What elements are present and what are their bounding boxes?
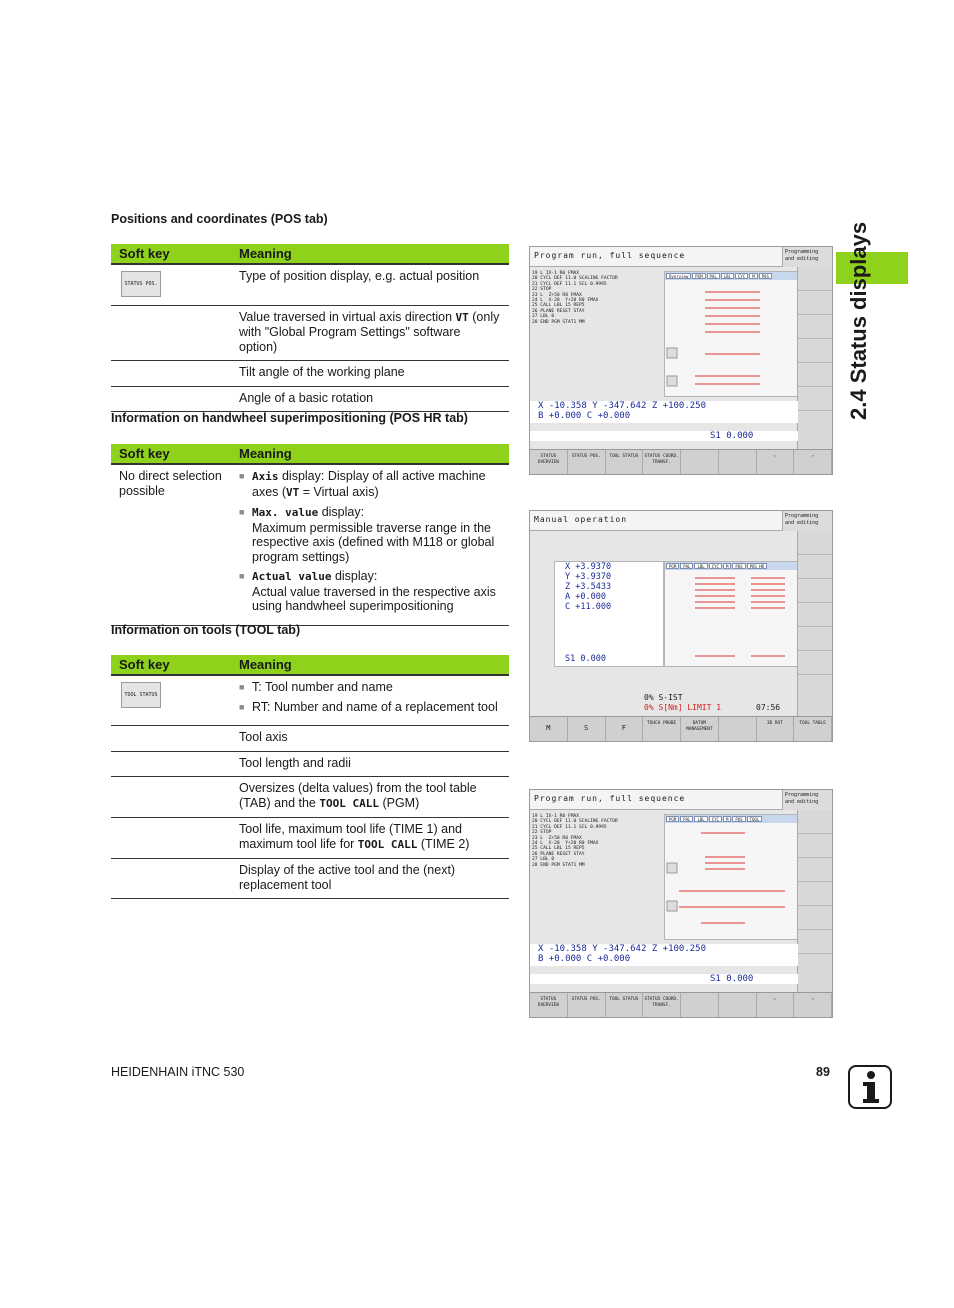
datum-management-softkey[interactable]: DATUM MANAGEMENT <box>681 717 719 741</box>
vertical-softkeys <box>797 810 832 993</box>
tab-pal[interactable]: PAL <box>680 816 693 822</box>
m-softkey[interactable]: M <box>530 717 568 741</box>
tab-pos[interactable]: POS <box>759 273 772 279</box>
softkey-f-minus[interactable] <box>798 387 832 411</box>
page-down-softkey[interactable]: ⇒ <box>794 993 832 1017</box>
position-display: X -10.358 Y -347.642 Z +100.250 B +0.000 C +0.000 <box>530 944 798 966</box>
status-overview-softkey[interactable]: STATUS OVERVIEW <box>530 450 568 474</box>
tab-lbl[interactable]: LBL <box>721 273 734 279</box>
softkey-row <box>530 992 832 1017</box>
tab-cyc[interactable]: CYC <box>735 273 748 279</box>
softkey-s[interactable] <box>798 834 832 858</box>
status-tabs <box>665 562 797 570</box>
tab-cyc[interactable]: CYC <box>709 816 722 822</box>
softkey-cell <box>111 264 231 305</box>
screen-title: Program run, full sequence <box>530 790 782 810</box>
page-down-softkey[interactable]: ⇒ <box>794 450 832 474</box>
coord-transf-softkey[interactable]: STATUS COORD. TRANSF. <box>643 993 681 1017</box>
meaning-cell <box>231 464 509 625</box>
tab-pos-hr[interactable]: POS HR <box>747 563 767 569</box>
softkey-empty[interactable] <box>681 993 719 1017</box>
status-limit: 0% S[Nm] LIMIT 1 <box>644 703 722 712</box>
program-listing: 19 L IX-1 R0 FMAX 20 CYCL DEF 11.0 SCALING FACTOR 21 CYCL DEF 11.1 SCL 0.9995 22 STOP 23 L Z+50 R0 FMAX 24 L X-20 Y+20 R0 FMAX 25 CALL LBL 15 REP5 26 PLANE RESET STAY 27 LBL 0 28 END PGM STAT1 MM <box>532 271 618 325</box>
softkey-s-plus[interactable] <box>798 339 832 363</box>
softkey-cell: No direct selection possible <box>111 464 231 625</box>
tab-pal[interactable]: PAL <box>680 563 693 569</box>
softkey-t[interactable] <box>798 315 832 339</box>
tab-pos[interactable]: POS <box>732 563 745 569</box>
softkey-s-plus[interactable] <box>798 603 832 627</box>
coord-transf-softkey[interactable]: STATUS COORD. TRANSF. <box>643 450 681 474</box>
softkey-f100[interactable] <box>798 906 832 930</box>
status-panel <box>664 271 798 397</box>
pos-tab-content <box>665 284 797 394</box>
page-number: 89 <box>816 1065 830 1079</box>
col-meaning: Meaning <box>231 244 509 264</box>
softkey-m[interactable] <box>798 810 832 834</box>
status-tabs <box>665 272 797 280</box>
meaning-cell: Value traversed in virtual axis direction VT (only with "Global Program Settings" software option) <box>231 305 509 361</box>
side-tab-label: 2.4 Status displays <box>846 221 871 420</box>
tool-status-softkey[interactable]: TOOL STATUS <box>121 682 161 708</box>
tab-lbl[interactable]: LBL <box>694 563 707 569</box>
screenshot-tool-tab <box>529 789 833 1018</box>
tool-status-softkey[interactable]: TOOL STATUS <box>606 993 644 1017</box>
list-item: ■ RT: Number and name of a replacement tool <box>239 700 501 715</box>
col-meaning: Meaning <box>231 444 509 464</box>
status-panel <box>664 561 798 667</box>
meaning-cell <box>231 675 509 726</box>
meaning-cell: Display of the active tool and the (next) replacement tool <box>231 859 509 899</box>
tab-pgm[interactable]: PGM <box>692 273 705 279</box>
status-ist: 0% S-IST <box>644 693 683 702</box>
softkey-empty[interactable] <box>681 450 719 474</box>
position-display: X -10.358 Y -347.642 Z +100.250 B +0.000 C +0.000 <box>530 401 798 423</box>
page-up-softkey[interactable]: ⇐ <box>757 993 795 1017</box>
softkey-s[interactable] <box>798 291 832 315</box>
list-item: ■ Axis display: Display of all active machine axes (VT = Virtual axis) <box>239 469 501 500</box>
col-meaning: Meaning <box>231 655 509 675</box>
softkey-s-plus[interactable] <box>798 882 832 906</box>
page-up-softkey[interactable]: ⇐ <box>757 450 795 474</box>
tab-m[interactable]: M <box>723 563 731 569</box>
pos-table <box>111 244 509 412</box>
touch-probe-softkey[interactable]: TOUCH PROBE <box>643 717 681 741</box>
list-item: ■ T: Tool number and name <box>239 680 501 695</box>
meaning-cell: Tilt angle of the working plane <box>231 361 509 387</box>
softkey-s-minus[interactable] <box>798 651 832 675</box>
softkey-empty[interactable] <box>719 993 757 1017</box>
tab-pal[interactable]: PAL <box>707 273 720 279</box>
vertical-softkeys <box>797 267 832 450</box>
tab-m[interactable]: M <box>749 273 757 279</box>
status-pos-softkey[interactable]: STATUS POS. <box>568 450 606 474</box>
softkey-row <box>530 449 832 474</box>
softkey-m[interactable] <box>798 267 832 291</box>
screenshot-pos-hr-tab <box>529 510 833 742</box>
info-icon <box>848 1065 892 1109</box>
screen-title: Manual operation <box>530 511 782 531</box>
axis-display: X +3.9370 Y +3.9370 Z +3.5433 A +0.000 C +11.000 S1 0.000 <box>554 561 664 667</box>
tool-status-softkey[interactable]: TOOL STATUS <box>606 450 644 474</box>
softkey-empty[interactable] <box>719 717 757 741</box>
softkey-empty[interactable] <box>719 450 757 474</box>
tab-tool[interactable]: TOOL <box>747 816 763 822</box>
section-heading-pos: Positions and coordinates (POS tab) <box>111 212 328 226</box>
screenshot-pos-tab <box>529 246 833 475</box>
tab-cyc[interactable]: CYC <box>709 563 722 569</box>
side-tab <box>846 221 886 640</box>
tab-pgm[interactable]: PGM <box>666 816 679 822</box>
status-tabs <box>665 815 797 823</box>
poshr-table <box>111 444 509 626</box>
softkey-f100[interactable] <box>798 363 832 387</box>
softkey-s[interactable] <box>798 555 832 579</box>
3d-rot-softkey[interactable]: 3D ROT <box>757 717 795 741</box>
tab-m[interactable]: M <box>723 816 731 822</box>
status-pos-softkey[interactable]: STATUS POS. <box>121 271 161 297</box>
tool-table <box>111 655 509 899</box>
meaning-cell: Tool life, maximum tool life (TIME 1) and maximum tool life for TOOL CALL (TIME 2) <box>231 818 509 859</box>
spindle-display: S1 0.000 <box>565 654 606 664</box>
f-softkey[interactable]: F <box>606 717 644 741</box>
section-heading-tool: Information on tools (TOOL tab) <box>111 623 301 637</box>
tab-pos[interactable]: POS <box>732 816 745 822</box>
status-overview-softkey[interactable]: STATUS OVERVIEW <box>530 993 568 1017</box>
mode-indicator: Programming and editing <box>782 247 832 267</box>
softkey-cell <box>111 675 231 726</box>
tool-table-softkey[interactable]: TOOL TABLE <box>794 717 832 741</box>
clock: 07:56 <box>756 703 781 712</box>
meaning-cell: Oversizes (delta values) from the tool table (TAB) and the TOOL CALL (PGM) <box>231 777 509 818</box>
meaning-cell: Angle of a basic rotation <box>231 386 509 412</box>
tab-overview[interactable]: Overview <box>666 273 691 279</box>
meaning-cell: Tool axis <box>231 726 509 752</box>
program-listing: 19 L IX-1 R0 FMAX 20 CYCL DEF 11.0 SCALING FACTOR 21 CYCL DEF 11.1 SCL 0.9995 22 STOP 23 L Z+50 R0 FMAX 24 L X-20 Y+20 R0 FMAX 25 CALL LBL 15 REP5 26 PLANE RESET STAY 27 LBL 0 28 END PGM STAT1 MM <box>532 814 618 868</box>
section-heading-poshr: Information on handwheel superimpositioning (POS HR tab) <box>111 411 468 425</box>
col-softkey: Soft key <box>111 655 231 675</box>
softkey-t[interactable] <box>798 858 832 882</box>
meaning-cell: Type of position display, e.g. actual position <box>231 264 509 305</box>
screen-title: Program run, full sequence <box>530 247 782 267</box>
tool-tab-content <box>665 827 797 937</box>
list-item: ■ Max. value display: Maximum permissible traverse range in the respective axis (defined with M118 or global program settings) <box>239 505 501 564</box>
tab-lbl[interactable]: LBL <box>694 816 707 822</box>
mode-indicator: Programming and editing <box>782 790 832 810</box>
s-softkey[interactable]: S <box>568 717 606 741</box>
col-softkey: Soft key <box>111 244 231 264</box>
vertical-softkeys <box>797 531 832 717</box>
softkey-s100[interactable] <box>798 627 832 651</box>
col-softkey: Soft key <box>111 444 231 464</box>
status-pos-softkey[interactable]: STATUS POS. <box>568 993 606 1017</box>
list-item: ■ Actual value display: Actual value traversed in the respective axis using handwheel superimpositioning <box>239 569 501 614</box>
spindle-display: S1 0.000 <box>530 431 798 441</box>
footer-product: HEIDENHAIN iTNC 530 <box>111 1065 245 1079</box>
meaning-cell: Tool length and radii <box>231 751 509 777</box>
softkey-row <box>530 716 832 741</box>
mode-indicator: Programming and editing <box>782 511 832 531</box>
tab-pgm[interactable]: PGM <box>666 563 679 569</box>
poshr-tab-content <box>665 572 797 666</box>
softkey-t[interactable] <box>798 579 832 603</box>
softkey-m[interactable] <box>798 531 832 555</box>
spindle-display: S1 0.000 <box>530 974 798 984</box>
status-panel <box>664 814 798 940</box>
softkey-f-minus[interactable] <box>798 930 832 954</box>
